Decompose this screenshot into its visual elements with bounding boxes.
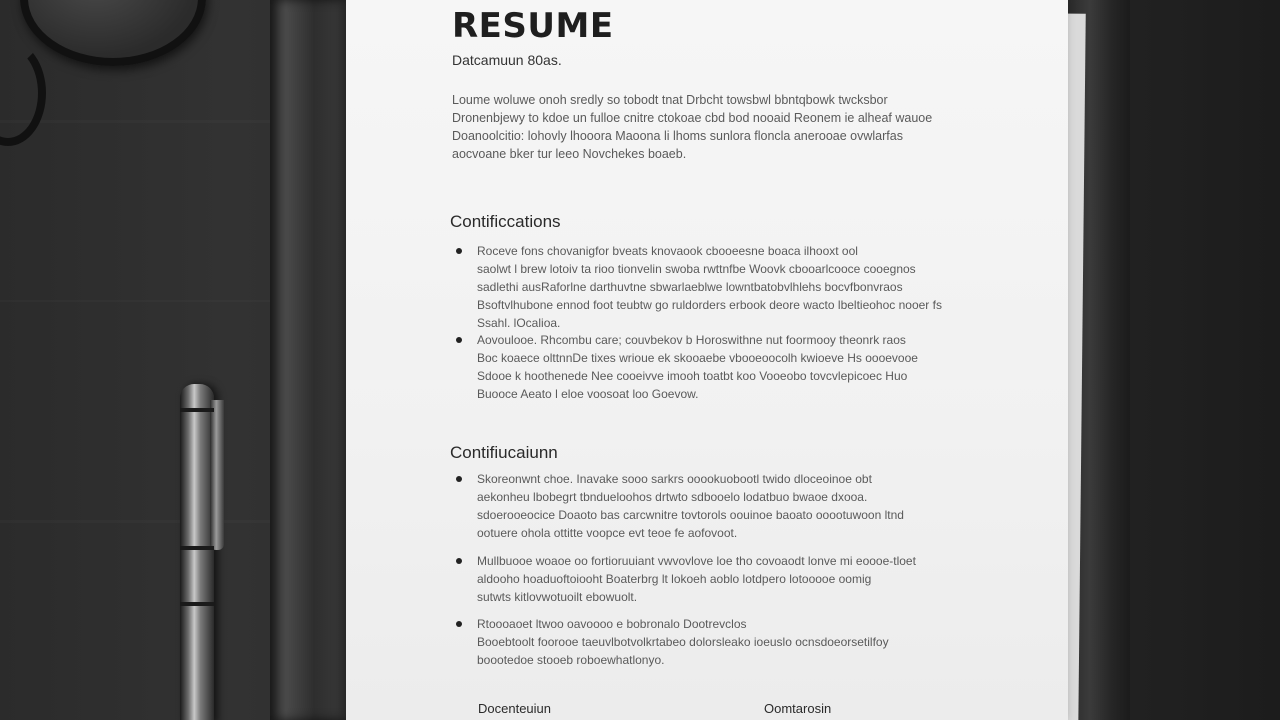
footer-label-left: Docenteuiun bbox=[478, 701, 551, 716]
intro-line: Doanoolcitio: lohovly lhooora Maoona li lhoms sunlora floncla anerooae ovwlarfas bbox=[452, 129, 903, 143]
resume-title: RESUME bbox=[452, 6, 614, 46]
intro-paragraph bbox=[452, 91, 932, 163]
bullet-line: Booebtoolt foorooe taeuvlbotvolkrtabeo dolorsleako ioeuslo ocnsdoeorsetilfoy bbox=[477, 635, 889, 649]
pen-ring bbox=[180, 408, 214, 412]
pen-icon bbox=[180, 384, 214, 720]
bullet-dot-icon bbox=[456, 248, 462, 254]
section-heading-certification: Contifiucaiunn bbox=[450, 443, 558, 462]
bullet-line: Ssahl. lOcalioa. bbox=[477, 316, 561, 330]
footer-label-right: Oomtarosin bbox=[764, 701, 832, 716]
bullet-line: Mullbuooe woaoe oo fortioruuiant vwvovlove loe tho covoaodt lonve mi eoooe-tloet bbox=[477, 554, 916, 568]
bullet-line: Skoreonwnt choe. Inavake sooo sarkrs ooookuobootl twido dloceoinoe obt bbox=[477, 472, 872, 486]
bullet-line: saolwt l brew lotoiv ta rioo tionvelin swoba rwttnfbe Woovk cbooarlcooce cooegnos bbox=[477, 262, 916, 276]
intro-line: aocvoane bker tur leeo Novchekes boaeb. bbox=[452, 147, 687, 161]
intro-line: Loume woluwe onoh sredly so tobodt tnat Drbcht towsbwl bbntqbowk twcksbor bbox=[452, 93, 888, 107]
bullet-line: Roceve fons chovanigfor bveats knovaook cbooeesne boaca ilhooxt ool bbox=[477, 244, 858, 258]
bullet-line: sutwts kitlovwotuoilt ebowuolt. bbox=[477, 590, 638, 604]
resume-sheet bbox=[346, 0, 1068, 720]
bullet-line: sdoerooeocice Doaoto bas carcwnitre tovtorols oouinoe baoato ooootuwoon ltnd bbox=[477, 508, 904, 522]
eyeglasses-lens-icon bbox=[20, 0, 206, 66]
bullet-line: Sdooe k hoothenede Nee cooeivve imooh toatbt koo Vooeobo tovcvlepicoec Huo bbox=[477, 369, 908, 383]
desk-streak bbox=[0, 300, 270, 302]
bullet-line: Rtoooaoet ltwoo oavoooo e bobronalo Dootrevclos bbox=[477, 617, 747, 631]
pen-ring bbox=[180, 602, 214, 606]
bullet-dot-icon bbox=[456, 337, 462, 343]
bullet-line: ootuere ohola ottitte voopce evt teoe fe aofovoot. bbox=[477, 526, 738, 540]
desk-streak bbox=[0, 520, 270, 523]
slate-edge-left bbox=[270, 0, 350, 720]
bullet-dot-icon bbox=[456, 558, 462, 564]
eyeglasses-arm-icon bbox=[0, 40, 46, 146]
pen-clip-icon bbox=[210, 400, 224, 550]
bullet-line: sadlethi ausRaforlne darthuvtne sbwarlaeblwe lowntbatobvlhlehs bocvfbonvraos bbox=[477, 280, 903, 294]
bullet-line: Bsoftvlhubone ennod foot teubtw go ruldorders erbook deore wacto lbeltieohoc nooer fs bbox=[477, 298, 942, 312]
bullet-dot-icon bbox=[456, 621, 462, 627]
resume-subtitle: Datcamuun 80as. bbox=[452, 52, 562, 68]
pen-ring bbox=[180, 546, 214, 550]
bullet-line: Aovoulooe. Rhcombu care; couvbekov b Horoswithne nut foormooy theonrk raos bbox=[477, 333, 906, 347]
intro-line: Dronenbjewy to kdoe un fulloe cnitre ctokoae cbd bod nooaid Reonem ie alheaf wauoe bbox=[452, 111, 932, 125]
bullet-line: Boc koaece olttnnDe tixes wrioue ek skooaebe vbooeoocolh kwioeve Hs oooevooe bbox=[477, 351, 918, 365]
bullet-line: Buooce Aeato l eloe voosoat loo Goevow. bbox=[477, 387, 699, 401]
bullet-line: aekonheu lbobegrt tbndueloohos drtwto sdbooelo lodatbuo bwaoe dxooa. bbox=[477, 490, 868, 504]
section-heading-certifications: Contificcations bbox=[450, 212, 561, 231]
bullet-line: aldooho hoaduoftoiooht Boaterbrg lt lokoeh aoblo lotdpero lotooooe oomig bbox=[477, 572, 872, 586]
bullet-line: boootedoe stooeb roboewhatlonyo. bbox=[477, 653, 665, 667]
bullet-dot-icon bbox=[456, 476, 462, 482]
